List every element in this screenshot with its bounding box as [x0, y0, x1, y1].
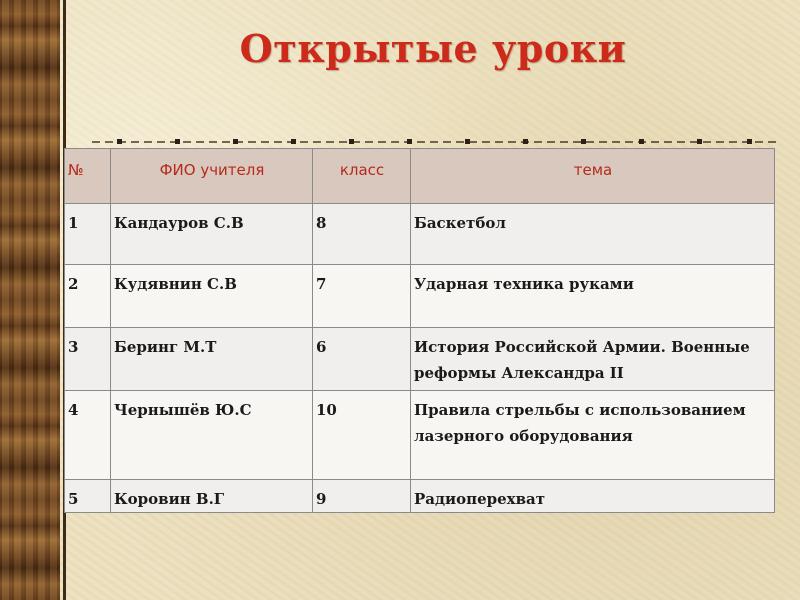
cell-teacher-name: Коровин В.Г — [111, 480, 313, 513]
cell-topic: Баскетбол — [411, 204, 775, 265]
wood-strip-decoration — [0, 0, 60, 600]
table-row — [65, 204, 775, 265]
cell-topic: Ударная техника руками — [411, 265, 775, 328]
dashed-divider — [92, 138, 776, 146]
cell-topic: История Российской Армии. Военные реформы Александра II — [411, 328, 775, 391]
cell-class: 7 — [313, 265, 411, 328]
cell-teacher-name: Кандауров С.В — [111, 204, 313, 265]
cell-class: 10 — [313, 391, 411, 480]
cell-number: 1 — [65, 204, 111, 265]
header-number: № — [65, 149, 111, 204]
cell-topic: Правила стрельбы с использованием лазерного оборудования — [411, 391, 775, 480]
cell-class: 9 — [313, 480, 411, 513]
cell-number: 2 — [65, 265, 111, 328]
header-class: класс — [313, 149, 411, 204]
cell-class: 8 — [313, 204, 411, 265]
table-row — [65, 328, 775, 391]
slide-title: Открытые уроки — [239, 26, 627, 71]
cell-topic: Радиоперехват — [411, 480, 775, 513]
cell-number: 3 — [65, 328, 111, 391]
table-header-row — [65, 149, 775, 204]
cell-number: 5 — [65, 480, 111, 513]
cell-teacher-name: Кудявнин С.В — [111, 265, 313, 328]
header-topic: тема — [411, 149, 775, 204]
cell-teacher-name: Беринг М.Т — [111, 328, 313, 391]
header-teacher-name: ФИО учителя — [111, 149, 313, 204]
cell-class: 6 — [313, 328, 411, 391]
cell-teacher-name: Чернышёв Ю.С — [111, 391, 313, 480]
cell-number: 4 — [65, 391, 111, 480]
table-row — [65, 480, 775, 513]
open-lessons-table — [64, 148, 775, 513]
table-row — [65, 265, 775, 328]
table-row — [65, 391, 775, 480]
